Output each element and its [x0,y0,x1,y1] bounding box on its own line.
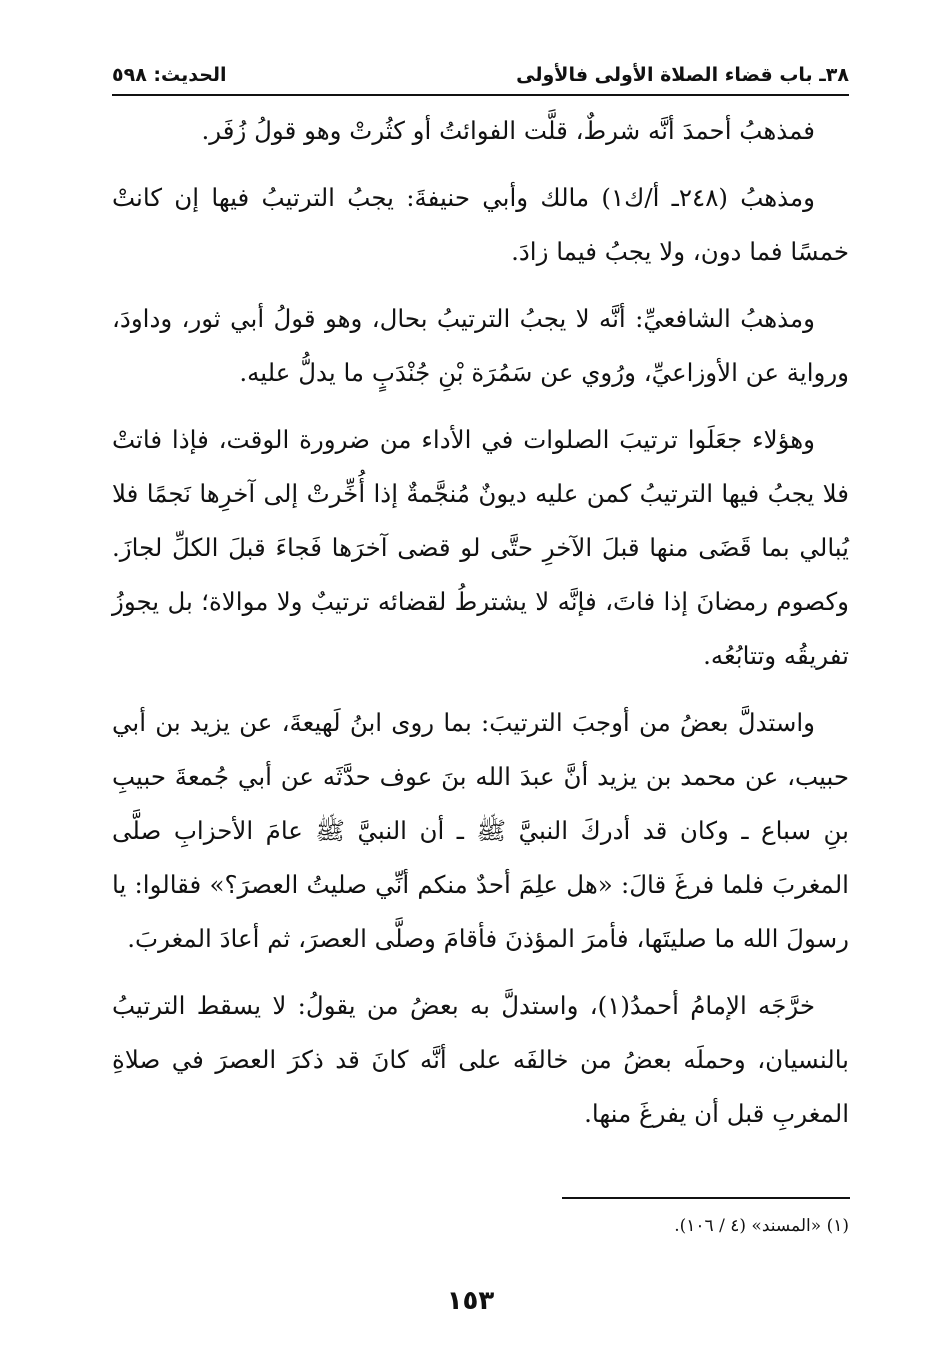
running-header [112,58,849,92]
main-text [112,104,849,1154]
paragraph: ومذهبُ الشافعيِّ: أنَّه لا يجبُ الترتيبُ بحال، وهو قولُ أبي ثور، وداودَ، ورواية عن الأوزاعيِّ، ورُوي عن سَمُرَة بْنِ جُنْدَبٍ ما يدلُّ عليه. [112,304,849,387]
paragraph: فمذهبُ أحمدَ أنَّه شرطٌ، قلَّت الفوائتُ أو كثُرتْ وهو قولُ زُفَر. [201,116,815,145]
page-number: ١٥٣ [446,1286,495,1316]
paragraph: وهؤلاء جعَلَوا ترتيبَ الصلوات في الأداء من ضرورة الوقت، فإذا فاتتْ فلا يجبُ فيها الترتيبُ كمن عليه ديونٌ مُنجَّمةٌ إذا أُخِّرتْ إلى آخرِها نَجمًا فلا يُبالي بما قَضَى منها قبلَ الآخرِ حتَّى لو قضى آخرَها فَجاءَ قبلَ الكلِّ لجازَ. وكصوم رمضانَ إذا فاتَ، فإنَّه لا يشترطُ لقضائه ترتيبٌ ولا موالاة؛ بل يجوزُ تفريقُه وتتابُعُه. [112,425,849,670]
footnote-rule [562,1197,850,1199]
paragraph: خرَّجَه الإمامُ أحمدُ(١)، واستدلَّ به بعضُ من يقولُ: لا يسقط الترتيبُ بالنسيان، وحملَه بعضُ من خالفَه على أنَّه كانَ قد ذكرَ العصرَ في صلاةِ المغربِ قبل أن يفرغَ منها. [112,991,849,1128]
chapter-title: ٣٨ـ باب قضاء الصلاة الأولى فالأولى [516,64,849,86]
footnote: (١) «المسند» (٤ / ١٠٦). [674,1216,849,1236]
hadith-number: الحديث: ٥٩٨ [112,64,227,86]
paragraph: ومذهبُ (٢٤٨ـ أ/ك١) مالك وأبي حنيفةَ: يجبُ الترتيبُ فيها إن كانتْ خمسًا فما دون، ولا يجبُ فيما زادَ. [112,183,849,266]
paragraph: واستدلَّ بعضُ من أوجبَ الترتيبَ: بما روى ابنُ لَهيعةَ، عن يزيد بن أبي حبيب، عن محمد بن يزيد أنَّ عبدَ الله بنَ عوف حدَّثَه عن أبي جُمعةَ حبيبِ بنِ سباع ـ وكان قد أدركَ النبيَّ ﷺ ـ أن النبيَّ ﷺ عامَ الأحزابِ صلَّى المغربَ فلما فرغَ قالَ: «هل علِمَ أحدٌ منكم أنِّي صليتُ العصرَ؟» فقالوا: يا رسولَ الله ما صليتَها، فأمرَ المؤذنَ فأقامَ وصلَّى العصرَ، ثم أعادَ المغربَ. [112,708,849,953]
header-rule [112,94,849,96]
